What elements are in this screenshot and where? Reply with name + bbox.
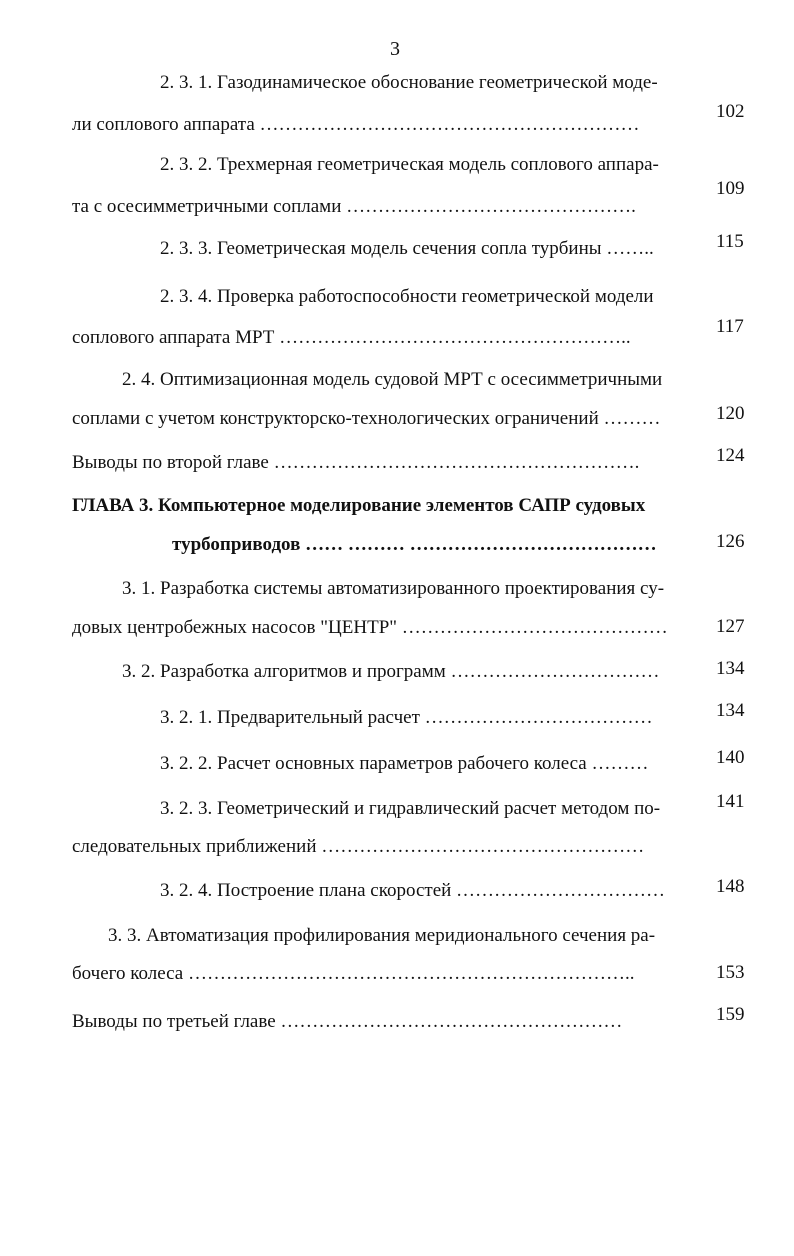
toc-page-number: 109 [716,178,745,199]
toc-entry-line1: 3. 1. Разработка системы автоматизированного проектирования су- [122,578,665,599]
toc-entry-line1: 2. 3. 4. Проверка работоспособности геометрической модели [160,286,654,307]
toc-page-number: 134 [716,700,745,721]
toc-entry-line1: 2. 4. Оптимизационная модель судовой МРТ с осесимметричными [122,369,663,390]
toc-entry-line1: 3. 2. Разработка алгоритмов и программ …………………………… [122,661,660,682]
toc-entry-line2: соплового аппарата МРТ ……………………………………………….. [72,327,631,348]
toc-entry-line2: следовательных приближений …………………………………………… [72,836,645,857]
toc-entry-line2: довых центробежных насосов "ЦЕНТР" …………………………………… [72,617,668,638]
toc-page-number: 115 [716,231,744,252]
toc-entry-line2: бочего колеса …………………………………………………………….. [72,963,635,984]
toc-entry-line1: 2. 3. 1. Газодинамическое обоснование геометрической моде- [160,72,658,93]
toc-entry-line2: ли соплового аппарата …………………………………………………… [72,114,640,135]
toc-chapter-title: ГЛАВА 3. Компьютерное моделирование элементов САПР судовых [72,495,646,516]
toc-page-number: 153 [716,962,745,983]
toc-page-number: 140 [716,747,745,768]
toc-entry-line2: соплами с учетом конструкторско-технологических ограничений ……… [72,408,661,429]
toc-entry-line1: 3. 3. Автоматизация профилирования меридионального сечения ра- [108,925,656,946]
toc-page-number: 124 [716,445,745,466]
toc-entry-line1: 3. 2. 4. Построение плана скоростей …………………………… [160,880,666,901]
toc-entry-line1: 3. 2. 2. Расчет основных параметров рабочего колеса ……… [160,753,649,774]
toc-page-number: 102 [716,101,745,122]
toc-page-number: 117 [716,316,744,337]
toc-entry-line1: Выводы по третьей главе ……………………………………………… [72,1011,623,1032]
toc-page-number: 134 [716,658,745,679]
toc-entry-line1: 3. 2. 1. Предварительный расчет ……………………………… [160,707,653,728]
toc-entry-line2: та с осесимметричными соплами ………………………………………. [72,196,636,217]
page-number: 3 [390,38,400,60]
toc-page-number: 148 [716,876,745,897]
toc-entry-line2: турбоприводов …… ……… ………………………………… [172,534,657,555]
toc-entry-line1: 3. 2. 3. Геометрический и гидравлический расчет методом по- [160,798,661,819]
toc-entry-line1: 2. 3. 3. Геометрическая модель сечения сопла турбины …….. [160,238,654,259]
toc-entry-line1: 2. 3. 2. Трехмерная геометрическая модель соплового аппара- [160,154,659,175]
toc-page-number: 120 [716,403,745,424]
toc-entry-line1: Выводы по второй главе …………………………………………………. [72,452,640,473]
toc-page-number: 159 [716,1004,745,1025]
toc-page-number: 126 [716,531,745,552]
toc-page-number: 141 [716,791,745,812]
toc-page-number: 127 [716,616,745,637]
